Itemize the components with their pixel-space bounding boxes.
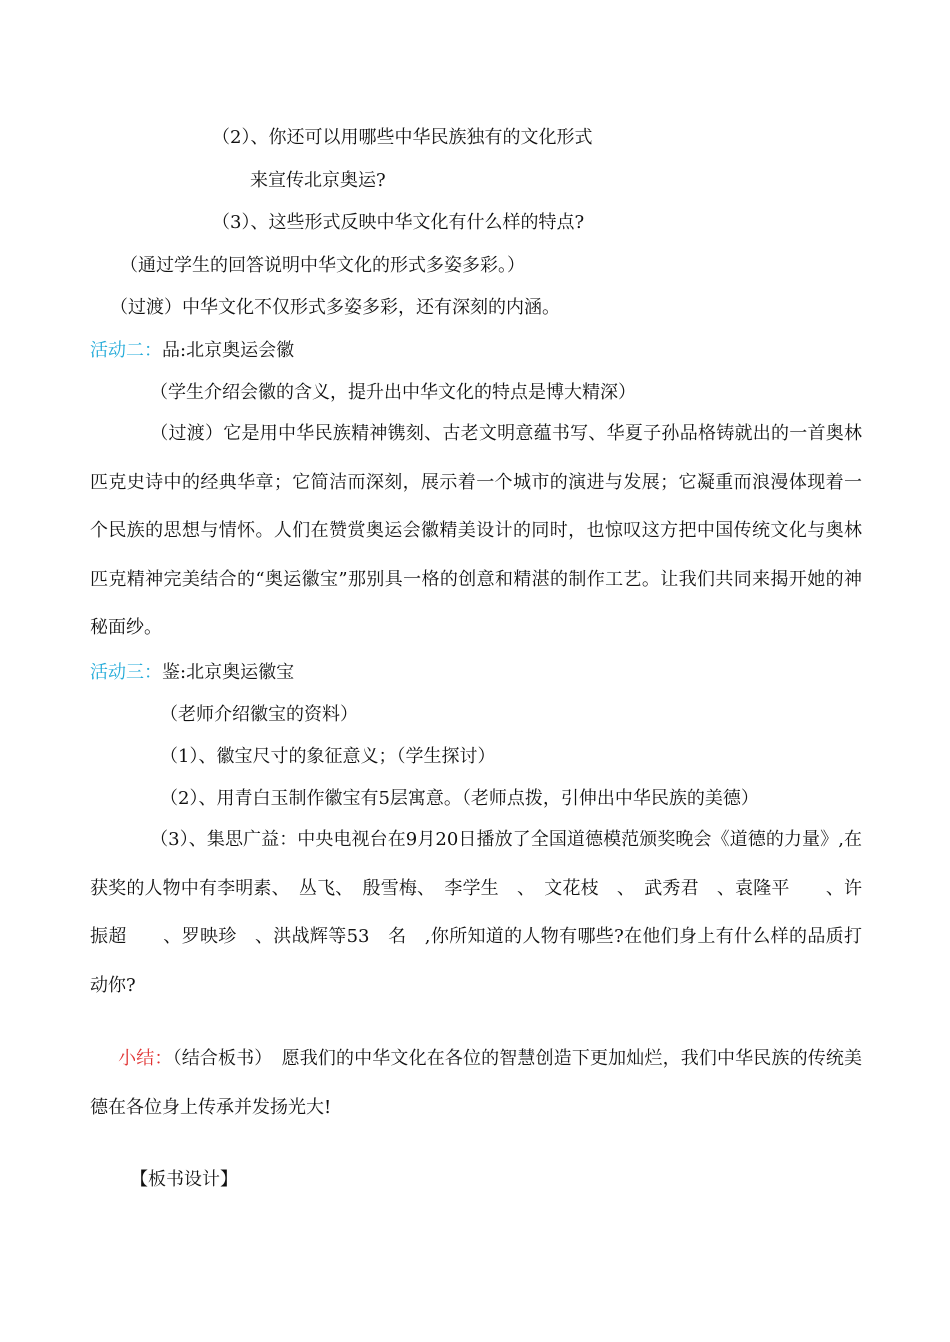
question-3: （3）、这些形式反映中华文化有什么样的特点? [212,212,585,233]
activity-3-note: （老师介绍徽宝的资料） [160,704,358,725]
question-2-line-1: （2）、你还可以用哪些中华民族独有的文化形式 [212,127,593,148]
activity-2-heading [90,339,294,363]
summary-paragraph [90,1035,862,1132]
activity-3-item-2: （2）、用青白玉制作徽宝有5层寓意。（老师点拨，引伸出中华民族的美德） [160,788,759,809]
activity-3-label: 活动三： [90,662,162,683]
summary-text: （结合板书） 愿我们的中华文化在各位的智慧创造下更加灿烂，我们中华民族的传统美德在各位身上传承并发扬光大! [90,1048,863,1118]
activity-3-title: 鉴:北京奥运徽宝 [162,662,295,683]
activity-2-title: 品:北京奥运会徽 [162,340,295,361]
activity-3-heading [90,661,294,685]
activity-2-paragraph-text: （过渡）它是用中华民族精神镌刻、古老文明意蕴书写、华夏子孙品格铸就出的一首奥林匹克史诗中的经典华章；它简洁而深刻，展示着一个城市的演进与发展；它凝重而浪漫体现着一个民族的思想与情怀。人们在赞赏奥运会徽精美设计的同时，也惊叹这方把中国传统文化与奥林匹克精神完美结合的“奥运徽宝”那别具一格的创意和精湛的制作工艺。让我们共同来揭开她的神秘面纱。 [90,423,862,638]
activity-3-item-3-text: （3）、集思广益：中央电视台在9月20日播放了全国道德模范颁奖晚会《道德的力量》,在获奖的人物中有李明素、 丛飞、 殷雪梅、 李学生 、 文花枝 、 武秀君 、袁隆平 、许振超 、罗映珍 、洪战辉等53 名 ,你所知道的人物有哪些?在他们身上有什么样的品质打动你? [90,829,862,996]
summary-label: 小结： [118,1048,173,1069]
activity-2-label: 活动二： [90,340,162,361]
answer-note: （通过学生的回答说明中华文化的形式多姿多彩。） [120,255,525,276]
activity-3-item-3 [90,816,862,1010]
activity-3-item-1: （1）、徽宝尺寸的象征意义；（学生探讨） [160,746,496,767]
activity-2-paragraph [90,410,862,653]
question-2-line-2: 来宣传北京奥运? [250,170,386,191]
transition-1: （过渡）中华文化不仅形式多姿多彩，还有深刻的内涵。 [110,297,560,318]
board-design-title: 【板书设计】 [130,1169,238,1190]
activity-2-note: （学生介绍会徽的含义，提升出中华文化的特点是博大精深） [150,382,636,403]
